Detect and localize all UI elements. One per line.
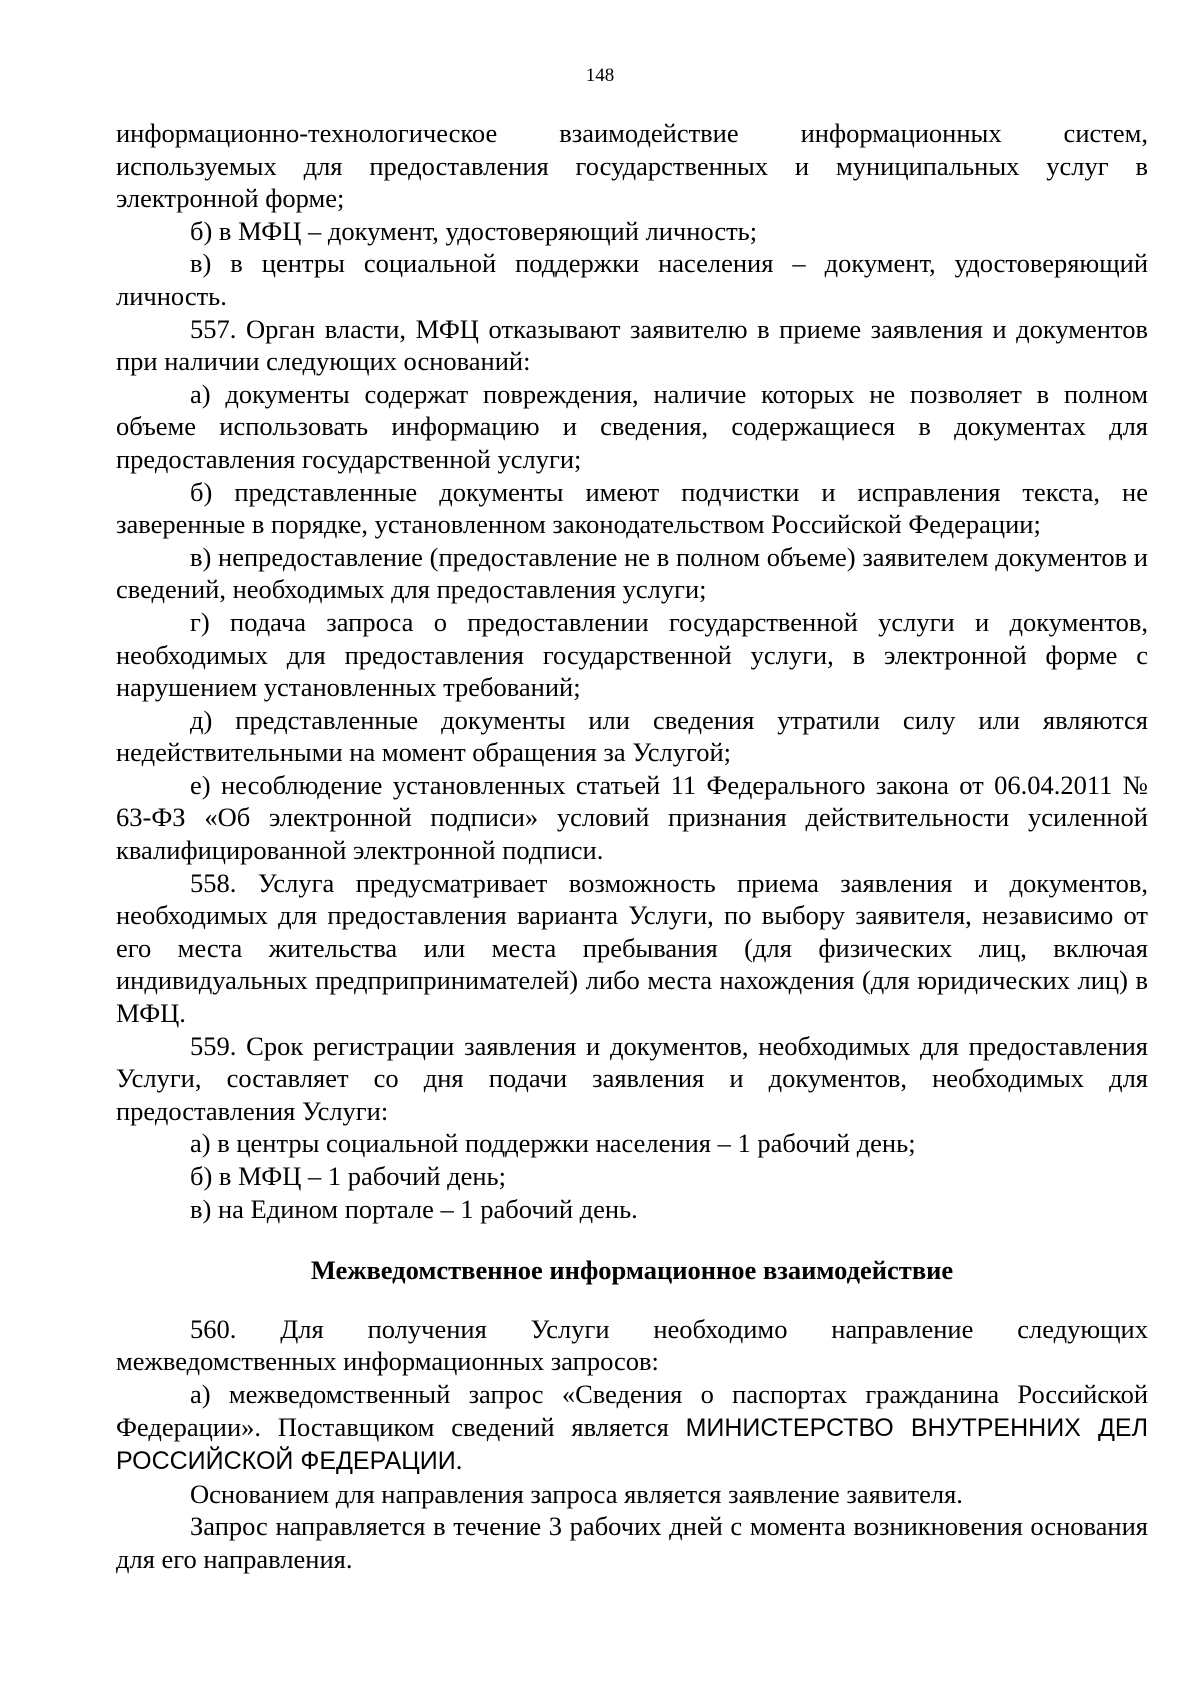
paragraph: г) подача запроса о предоставлении государственной услуги и документов, необходимых для предоставления государственной услуги, в электронной форме с нарушением установленных требований; bbox=[116, 606, 1148, 703]
paragraph-term: Запрос направляется в течение 3 рабочих дней с момента возникновения основания для его направления. bbox=[116, 1511, 1148, 1574]
ministry-name: МИНИСТЕРСТВО ВНУТРЕННИХ ДЕЛ РОССИЙСКОЙ ФЕДЕРАЦИИ bbox=[116, 1413, 1148, 1476]
section-heading: Межведомственное информационное взаимодействие bbox=[310, 1255, 954, 1286]
paragraph: б) в МФЦ – документ, удостоверяющий личность; bbox=[190, 215, 758, 246]
paragraph: д) представленные документы или сведения утратили силу или являются недействительными на момент обращения за Услугой; bbox=[116, 704, 1148, 768]
paragraph-560a-text: а) межведомственный запрос «Сведения о паспортах гражданина Российской Федерации». Поставщиком сведений является bbox=[116, 1378, 1148, 1442]
paragraph-basis: Основанием для направления запроса является заявление заявителя. bbox=[190, 1478, 963, 1509]
page-content bbox=[116, 117, 1148, 1576]
paragraph: в) на Едином портале – 1 рабочий день. bbox=[190, 1193, 638, 1224]
paragraph: информационно-технологическое взаимодействие информационных систем, используемых для предоставления государственных и муниципальных услуг в электронной форме; bbox=[116, 118, 1148, 214]
page-number: 148 bbox=[585, 65, 615, 86]
paragraph-560a bbox=[116, 1378, 1148, 1478]
paragraph: в) в центры социальной поддержки населения – документ, удостоверяющий личность. bbox=[116, 248, 1148, 311]
paragraph: е) несоблюдение установленных статьей 11 Федерального закона от 06.04.2011 № 63-ФЗ «Об электронной подписи» условий признания действительности усиленной квалифицированной электронной подписи. bbox=[116, 769, 1148, 866]
paragraph: 559. Срок регистрации заявления и документов, необходимых для предоставления Услуги, составляет со дня подачи заявления и документов, необходимых для предоставления Услуги: bbox=[116, 1030, 1148, 1126]
paragraph: 557. Орган власти, МФЦ отказывают заявителю в приеме заявления и документов при наличии следующих оснований: bbox=[116, 313, 1148, 377]
paragraph: б) в МФЦ – 1 рабочий день; bbox=[190, 1161, 506, 1191]
paragraph-560a-end: . bbox=[455, 1445, 463, 1476]
paragraph: б) представленные документы имеют подчистки и исправления текста, не заверенные в порядке, установленном законодательством Российской Федерации; bbox=[116, 476, 1148, 540]
paragraph: а) документы содержат повреждения, наличие которых не позволяет в полном объеме использовать информацию и сведения, содержащиеся в документах для предоставления государственной услуги; bbox=[116, 378, 1148, 474]
paragraph: 558. Услуга предусматривает возможность приема заявления и документов, необходимых для предоставления варианта Услуги, по выбору заявителя, независимо от его места жительства или места пребывания (для физических лиц, включая индивидуальных предприпринимателей) либо места нахождения (для юридических лиц) в МФЦ. bbox=[116, 867, 1148, 1029]
paragraph: а) в центры социальной поддержки населения – 1 рабочий день; bbox=[190, 1128, 916, 1159]
paragraph: в) непредоставление (предоставление не в полном объеме) заявителем документов и сведений, необходимых для предоставления услуги; bbox=[116, 541, 1148, 605]
paragraph-560: 560. Для получения Услуги необходимо направление следующих межведомственных информационных запросов: bbox=[116, 1313, 1148, 1377]
